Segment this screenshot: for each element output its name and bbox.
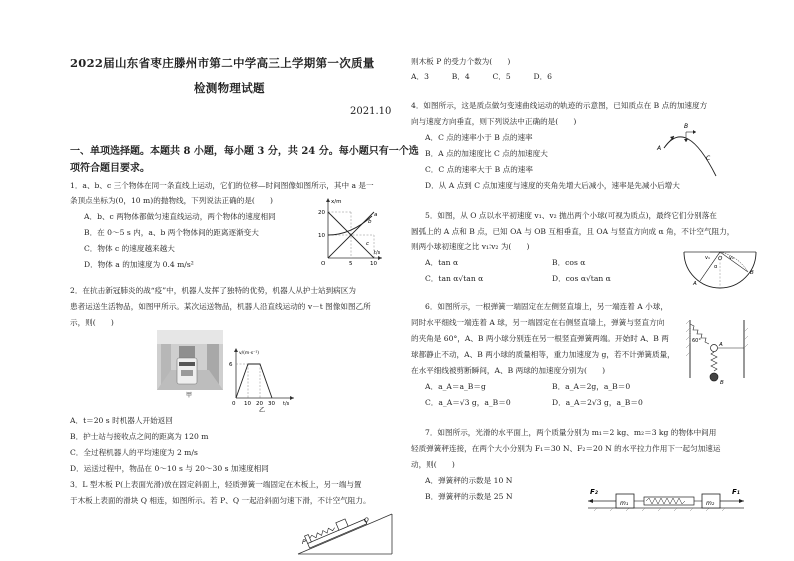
q1-fig-origin: O bbox=[321, 261, 326, 267]
q2-fig-vlabel: v/(m·s⁻¹) bbox=[239, 351, 260, 356]
q5-option-b: B．cos α bbox=[552, 258, 586, 267]
q1-stem-line2: 条顶点坐标为(0，10 m)的抛物线，下列说法正确的是( ) bbox=[70, 196, 274, 205]
q4-option-c: C．C 点的速率大于 B 点的速率 bbox=[425, 165, 533, 174]
q6-stem-line1: 6．如图所示，一根弹簧一端固定在左侧竖直墙上，另一端连着 A 小球， bbox=[425, 302, 668, 311]
q6-ball-b bbox=[710, 373, 718, 381]
q6-option-b: B．a_A＝2g，a_B＝0 bbox=[552, 382, 631, 391]
q5-fig-o: O bbox=[718, 256, 723, 262]
q2-robot-photo bbox=[157, 330, 223, 398]
q5-fig-a: A bbox=[693, 281, 697, 287]
q2-stem-line3: 示，则( ) bbox=[70, 318, 114, 327]
q4-option-d: D．从 A 点到 C 点加速度与速度的夹角先增大后减小，速率是先减小后增大 bbox=[425, 181, 680, 190]
q6-option-a: A．a_A＝a_B＝g bbox=[425, 382, 486, 391]
q1-fig-x2: 10 bbox=[370, 261, 377, 267]
q2-stem-line1: 2．在抗击新冠肺炎的战“疫”中，机器人发挥了独特的优势，机器人从护士站到病区为 bbox=[70, 286, 356, 295]
q2-stem-line2: 患者运送生活物品，如图甲所示。某次运送物品，机器人沿直线运动的 v－t 图像如图乙所 bbox=[70, 302, 371, 311]
q5-option-a: A．tan α bbox=[425, 258, 459, 267]
q6-vertical-spring bbox=[711, 352, 717, 371]
q5-stem-line1: 5．如图，从 O 点以水平初速度 v₁、v₂ 抛出两个小球(可视为质点)，最终它们分别落在 bbox=[425, 211, 717, 220]
q6-stem-line2: 同时水平细线一端连着 A 球，另一端固定在右侧竖直墙上，弹簧与竖直方向 bbox=[411, 318, 665, 327]
q4-fig-b: B bbox=[684, 123, 689, 130]
q1-stem-line1: 1．a、b、c 三个物体在同一条直线上运动，它们的位移—时间图像如图所示，其中 a 是一 bbox=[70, 181, 374, 190]
q2-option-c: C．全过程机器人的平均速度为 2 m/s bbox=[70, 448, 198, 457]
q6-option-d: D．a_A＝2√3 g，a_B＝0 bbox=[552, 398, 643, 407]
q1-fig-a: a bbox=[374, 212, 378, 218]
q2-fig-tlabel: t/s bbox=[283, 401, 290, 407]
q6-ball-a bbox=[711, 345, 718, 352]
section-heading-line2: 项符合题目要求。 bbox=[70, 163, 150, 174]
q2-fig-v: 6 bbox=[229, 362, 233, 368]
q7-option-b: B．弹簧秤的示数是 25 N bbox=[425, 492, 513, 501]
q6-stem-line4: 球都静止不动，A、B 两小球的质量相等，重力加速度为 g，若不计弹簧质量， bbox=[411, 350, 675, 359]
q5-fig-alpha: α bbox=[714, 264, 718, 270]
q1-fig-b: b bbox=[368, 219, 372, 225]
q1-option-c: C．物体 c 的速度越来越大 bbox=[84, 244, 175, 253]
q1-xt-graph bbox=[316, 194, 386, 268]
q4-stem-line1: 4．如图所示，这是质点做匀变速曲线运动的轨迹的示意图，已知质点在 B 点的加速度方 bbox=[411, 101, 708, 110]
q1-fig-x1: 5 bbox=[349, 261, 353, 267]
q2-fig-yi: 乙 bbox=[259, 407, 266, 412]
q3-stem-line1: 3．L 型木板 P(上表面光滑)放在固定斜面上，轻质弹簧一端固定在木板上，另一端与置 bbox=[70, 480, 362, 489]
q5-arc-figure bbox=[680, 248, 760, 290]
q5-option-c: C．tan α√tan α bbox=[425, 274, 484, 283]
exam-title-line2: 检测物理试题 bbox=[194, 81, 265, 95]
q7-spring-scale bbox=[644, 497, 694, 505]
q1-fig-c: c bbox=[366, 241, 370, 247]
q4-trajectory-figure bbox=[656, 120, 726, 182]
q7-option-a: A．弹簧秤的示数是 10 N bbox=[425, 476, 513, 485]
q3-stem-line2: 于木板上表面的滑块 Q 相连，如图所示。若 P、Q 一起沿斜面匀速下滑，不计空气阻力。 bbox=[70, 496, 371, 505]
q7-stem-line2: 轻质弹簧秤连接，在两个大小分别为 F₁＝30 N、F₂＝20 N 的水平拉力作用下一起匀加速运 bbox=[411, 444, 721, 453]
section-heading-line1: 一、单项选择题。本题共 8 小题，每小题 3 分，共 24 分。每小题只有一个选 bbox=[70, 146, 419, 157]
exam-date: 2021.10 bbox=[350, 106, 392, 117]
q3-stem-line3: 则木板 P 的受力个数为( ) bbox=[411, 57, 511, 66]
q2-vt-graph bbox=[228, 346, 296, 412]
q7-fig-m1: m₁ bbox=[620, 500, 629, 507]
q5-fig-b: B bbox=[750, 270, 754, 276]
q2-option-b: B．护士站与接收点之间的距离为 120 m bbox=[70, 432, 209, 441]
q5-stem-line2: 圆弧上的 A 点和 B 点，已知 OA 与 OB 互相垂直，且 OA 与竖直方向成 α 角，不计空气阻力， bbox=[411, 227, 735, 236]
q5-option-d: D．cos α√tan α bbox=[552, 274, 611, 283]
q2-vt-line bbox=[236, 364, 272, 398]
q1-fig-ylabel: x/m bbox=[331, 199, 342, 205]
q6-fig-b: B bbox=[720, 380, 724, 386]
q4-option-a: A．C 点的速率小于 B 点的速率 bbox=[425, 133, 533, 142]
q7-blocks-figure bbox=[586, 480, 746, 512]
q4-fig-a: A bbox=[657, 145, 662, 152]
q6-fig-angle: 60° bbox=[692, 338, 701, 344]
q1-option-d: D．物体 a 的加速度为 0.4 m/s² bbox=[84, 260, 194, 269]
q2-fig-t1: 10 bbox=[244, 401, 251, 407]
q6-spring-figure bbox=[684, 318, 750, 388]
q2-option-a: A．t＝20 s 时机器人开始返回 bbox=[70, 416, 173, 425]
q7-fig-m2: m₂ bbox=[706, 500, 715, 507]
q2-fig-t0: 0 bbox=[232, 401, 236, 407]
q4-option-b: B．A 点的加速度比 C 点的加速度大 bbox=[425, 149, 548, 158]
q5-stem-line3: 则两小球初速度之比 v₁∶v₂ 为( ) bbox=[411, 242, 530, 251]
q3-fig-q: Q bbox=[364, 517, 369, 524]
q4-stem-line2: 向与速度方向垂直，则下列说法中正确的是( ) bbox=[411, 117, 577, 126]
q3-fig-p: P bbox=[302, 539, 306, 546]
q6-stem-line5: 在水平细线被剪断瞬间，A、B 两球的加速度分别为( ) bbox=[411, 366, 606, 375]
q6-stem-line3: 的夹角是 60°，A、B 两小球分别连在另一根竖直弹簧两端。开始时 A、B 两 bbox=[411, 334, 669, 343]
q3-options: A．3 B．4 C．5 D．6 bbox=[411, 72, 553, 81]
q3-incline-figure bbox=[296, 508, 396, 556]
q2-option-d: D．运送过程中，物品在 0～10 s 与 20～30 s 加速度相同 bbox=[70, 464, 269, 473]
q2-fig-t2: 20 bbox=[256, 401, 263, 407]
q5-fig-v1: v₁ bbox=[705, 255, 710, 261]
q7-stem-line1: 7．如图所示，光滑的水平面上，两个质量分别为 m₁＝2 kg、m₂＝3 kg 的物体中间用 bbox=[425, 428, 717, 437]
q6-option-c: C．a_A＝√3 g，a_B＝0 bbox=[425, 398, 511, 407]
q1-option-a: A．b、c 两物体都做匀速直线运动，两个物体的速度相同 bbox=[84, 212, 276, 221]
q5-fig-v2: v₂ bbox=[729, 255, 734, 261]
q2-fig-jia: 甲 bbox=[186, 392, 193, 398]
q1-fig-y1: 20 bbox=[318, 210, 325, 216]
q2-fig-t3: 30 bbox=[268, 401, 275, 407]
q1-option-b: B．在 0～5 s 内，a、b 两个物体间的距离逐渐变大 bbox=[84, 228, 259, 237]
q4-fig-c: C bbox=[706, 155, 711, 162]
q7-stem-line3: 动，则( ) bbox=[411, 460, 455, 469]
q6-fig-a: A bbox=[719, 342, 723, 348]
q7-fig-f2: F₂ bbox=[590, 488, 598, 496]
q7-fig-f1: F₁ bbox=[732, 488, 740, 496]
exam-title-line1: 2022届山东省枣庄滕州市第二中学高三上学期第一次质量 bbox=[70, 56, 375, 70]
q1-fig-xlabel: t/s bbox=[374, 250, 381, 256]
q1-fig-y2: 10 bbox=[318, 233, 325, 239]
